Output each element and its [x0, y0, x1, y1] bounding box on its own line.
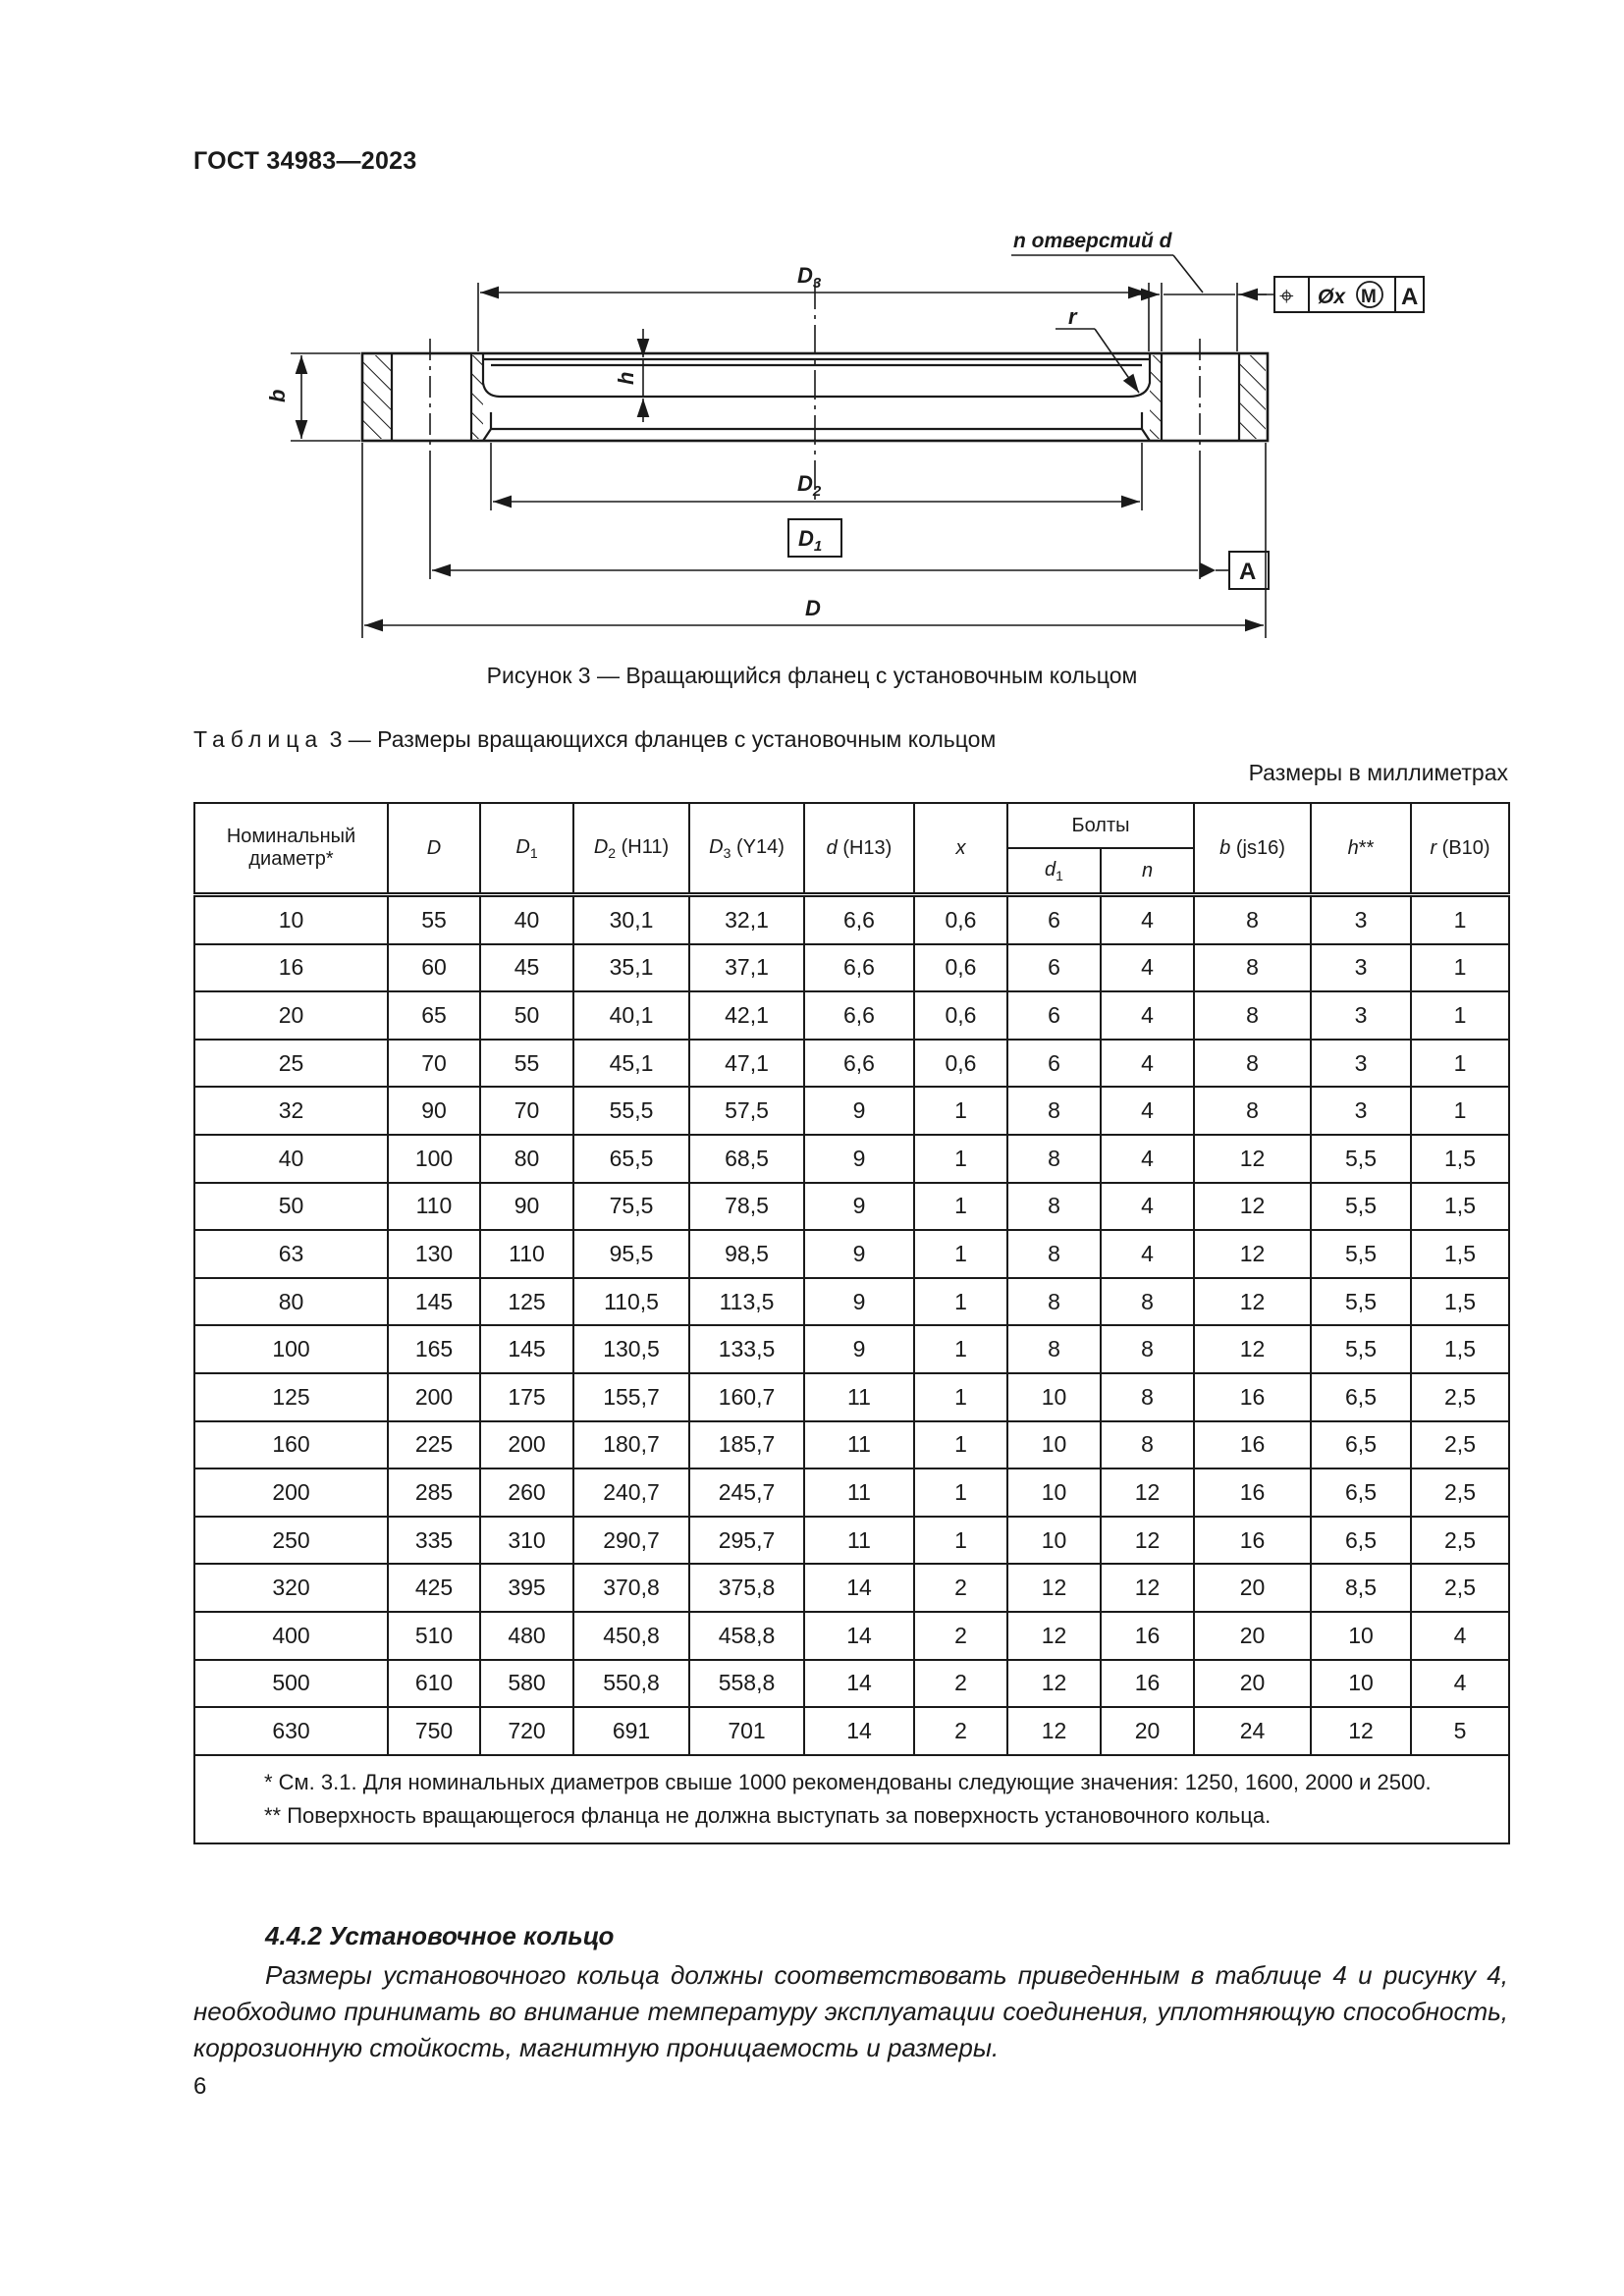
- table-cell: 480: [480, 1612, 573, 1660]
- table-cell: 180,7: [573, 1421, 689, 1469]
- table-row: [194, 1183, 1509, 1231]
- table-cell: 70: [388, 1040, 480, 1088]
- table-cell: 16: [1194, 1468, 1311, 1517]
- col-header-d1: $D_1$: [480, 803, 573, 895]
- table-cell: 45,1: [573, 1040, 689, 1088]
- table-cell: 5,5: [1311, 1183, 1411, 1231]
- col-header-d-outer: D: [388, 803, 480, 895]
- table-cell: 630: [194, 1707, 388, 1755]
- col-header-d2: $D_2$ (H11): [573, 803, 689, 895]
- table-cell: 200: [480, 1421, 573, 1469]
- table-cell: 8: [1194, 991, 1311, 1040]
- table-cell: 8: [1194, 1040, 1311, 1088]
- table-cell: 6,5: [1311, 1373, 1411, 1421]
- table-cell: 1: [914, 1230, 1007, 1278]
- table-cell: 78,5: [689, 1183, 804, 1231]
- table-cell: 8: [1007, 1135, 1101, 1183]
- table-cell: 50: [480, 991, 573, 1040]
- table-cell: 12: [1007, 1707, 1101, 1755]
- table-cell: 9: [804, 1135, 914, 1183]
- table-cell: 145: [388, 1278, 480, 1326]
- table-cell: 16: [1194, 1421, 1311, 1469]
- table-row: [194, 1564, 1509, 1612]
- table-note-1: * См. 3.1. Для номинальных диаметров свыше 1000 рекомендованы следующие значения: 1250, 1600, 2000 и 2500.: [264, 1769, 1432, 1794]
- table-cell: 701: [689, 1707, 804, 1755]
- table-cell: 6: [1007, 895, 1101, 944]
- table-cell: 75,5: [573, 1183, 689, 1231]
- col-header-bolt-n: n: [1101, 848, 1194, 895]
- table-cell: 6: [1007, 991, 1101, 1040]
- table-cell: 110: [480, 1230, 573, 1278]
- table-row: [194, 1230, 1509, 1278]
- table-row: [194, 895, 1509, 944]
- figure-caption: Рисунок 3 — Вращающийся фланец с установочным кольцом: [486, 663, 1138, 688]
- table-cell: 5,5: [1311, 1278, 1411, 1326]
- table-note-2: ** Поверхность вращающегося фланца не должна выступать за поверхность установочного кольца.: [264, 1802, 1272, 1828]
- table-cell: 11: [804, 1373, 914, 1421]
- table-notes: [194, 1755, 1509, 1843]
- table-cell: 0,6: [914, 1040, 1007, 1088]
- table-cell: 16: [1101, 1612, 1194, 1660]
- section-text: Размеры установочного кольца должны соответствовать приведенным в таблице 4 и рисунку 4, необходимо принимать во внимание температуру эксплуатации соединения, уплотняющую способность, коррозионную стойкость, магнитную проницаемость и размеры.: [193, 1960, 1508, 2062]
- table-cell: 125: [194, 1373, 388, 1421]
- table-cell: 500: [194, 1660, 388, 1708]
- table-cell: 1: [1411, 1040, 1509, 1088]
- table-row: [194, 1517, 1509, 1565]
- table-cell: 32,1: [689, 895, 804, 944]
- table-cell: 8: [1194, 895, 1311, 944]
- table-cell: 450,8: [573, 1612, 689, 1660]
- table-cell: 4: [1101, 1183, 1194, 1231]
- table-cell: 3: [1311, 1087, 1411, 1135]
- table-cell: 4: [1411, 1612, 1509, 1660]
- table-cell: 10: [194, 895, 388, 944]
- table-cell: 2,5: [1411, 1564, 1509, 1612]
- table-cell: 40: [194, 1135, 388, 1183]
- table-cell: 80: [194, 1278, 388, 1326]
- table-cell: 3: [1311, 1040, 1411, 1088]
- table-cell: 113,5: [689, 1278, 804, 1326]
- table-cell: 3: [1311, 895, 1411, 944]
- table-cell: 12: [1194, 1135, 1311, 1183]
- table-row: [194, 1087, 1509, 1135]
- table-cell: 8: [1194, 1087, 1311, 1135]
- table-cell: 4: [1101, 1040, 1194, 1088]
- page-number: 6: [193, 2073, 207, 2100]
- table-cell: 335: [388, 1517, 480, 1565]
- table-cell: 6,6: [804, 944, 914, 992]
- table-cell: 57,5: [689, 1087, 804, 1135]
- table-cell: 12: [1194, 1230, 1311, 1278]
- table-cell: 10: [1007, 1421, 1101, 1469]
- table-cell: 20: [194, 991, 388, 1040]
- table-cell: 16: [1194, 1517, 1311, 1565]
- table-units: Размеры в миллиметрах: [1248, 760, 1508, 785]
- table-cell: 320: [194, 1564, 388, 1612]
- table-cell: 47,1: [689, 1040, 804, 1088]
- table-cell: 290,7: [573, 1517, 689, 1565]
- table-cell: 35,1: [573, 944, 689, 992]
- col-header-dn: Номинальный диаметр*: [194, 803, 388, 895]
- table-cell: 50: [194, 1183, 388, 1231]
- table-cell: 5,5: [1311, 1230, 1411, 1278]
- table-cell: 12: [1101, 1517, 1194, 1565]
- table-cell: 8: [1007, 1278, 1101, 1326]
- table-cell: 100: [194, 1325, 388, 1373]
- table-cell: 70: [480, 1087, 573, 1135]
- table-cell: 160: [194, 1421, 388, 1469]
- col-header-bolt-d1: $d_1$: [1007, 848, 1101, 895]
- table-cell: 185,7: [689, 1421, 804, 1469]
- table-cell: 1,5: [1411, 1278, 1509, 1326]
- table-cell: 1: [914, 1183, 1007, 1231]
- table-cell: 4: [1101, 1230, 1194, 1278]
- table-cell: 6,5: [1311, 1421, 1411, 1469]
- tolerance-position-icon: ⌖: [1279, 281, 1294, 310]
- document-header: ГОСТ 34983—2023: [193, 147, 417, 175]
- table-cell: 37,1: [689, 944, 804, 992]
- table-row: [194, 991, 1509, 1040]
- table-cell: 155,7: [573, 1373, 689, 1421]
- table-cell: 145: [480, 1325, 573, 1373]
- table-cell: 10: [1311, 1612, 1411, 1660]
- table-cell: 130: [388, 1230, 480, 1278]
- table-cell: 4: [1101, 895, 1194, 944]
- table-cell: 4: [1101, 1087, 1194, 1135]
- table-cell: 550,8: [573, 1660, 689, 1708]
- table-cell: 8: [1007, 1325, 1101, 1373]
- table-cell: 55: [388, 895, 480, 944]
- table-cell: 8,5: [1311, 1564, 1411, 1612]
- table-cell: 0,6: [914, 895, 1007, 944]
- section-heading: 4.4.2 Установочное кольцо: [265, 1921, 615, 1950]
- table-cell: 9: [804, 1278, 914, 1326]
- table-cell: 310: [480, 1517, 573, 1565]
- table-row: [194, 1040, 1509, 1088]
- table-cell: 260: [480, 1468, 573, 1517]
- table-cell: 580: [480, 1660, 573, 1708]
- table-cell: 11: [804, 1517, 914, 1565]
- table-row: [194, 1612, 1509, 1660]
- table-cell: 3: [1311, 991, 1411, 1040]
- table-cell: 1,5: [1411, 1230, 1509, 1278]
- table-cell: 225: [388, 1421, 480, 1469]
- d-label: D: [805, 596, 821, 620]
- table-cell: 10: [1311, 1660, 1411, 1708]
- table-cell: 8: [1101, 1373, 1194, 1421]
- table-cell: 68,5: [689, 1135, 804, 1183]
- table-cell: 375,8: [689, 1564, 804, 1612]
- table-cell: 3: [1311, 944, 1411, 992]
- table-cell: 42,1: [689, 991, 804, 1040]
- table-cell: 1: [914, 1278, 1007, 1326]
- table-cell: 1: [1411, 895, 1509, 944]
- table-cell: 90: [480, 1183, 573, 1231]
- col-header-r: r (B10): [1411, 803, 1509, 895]
- table-cell: 10: [1007, 1517, 1101, 1565]
- table-cell: 4: [1101, 944, 1194, 992]
- table-cell: 6: [1007, 1040, 1101, 1088]
- table-cell: 691: [573, 1707, 689, 1755]
- table-cell: 12: [1101, 1468, 1194, 1517]
- col-header-x: x: [914, 803, 1007, 895]
- table-cell: 20: [1194, 1612, 1311, 1660]
- table-cell: 1: [914, 1087, 1007, 1135]
- table-cell: 8: [1101, 1325, 1194, 1373]
- table-cell: 1: [1411, 1087, 1509, 1135]
- table-cell: 9: [804, 1230, 914, 1278]
- table-cell: 9: [804, 1183, 914, 1231]
- col-header-bolts: Болты: [1007, 803, 1194, 848]
- table-cell: 295,7: [689, 1517, 804, 1565]
- table-cell: 1: [1411, 944, 1509, 992]
- table-cell: 2: [914, 1707, 1007, 1755]
- table-cell: 45: [480, 944, 573, 992]
- table-cell: 12: [1007, 1564, 1101, 1612]
- right-hatch: [1239, 355, 1266, 439]
- table-cell: 558,8: [689, 1660, 804, 1708]
- table-cell: 1: [914, 1135, 1007, 1183]
- table-cell: 6,6: [804, 991, 914, 1040]
- table-cell: 2: [914, 1660, 1007, 1708]
- table-cell: 12: [1007, 1660, 1101, 1708]
- table-cell: 65,5: [573, 1135, 689, 1183]
- dimensions-table: [193, 802, 1510, 1844]
- table-cell: 8: [1007, 1087, 1101, 1135]
- table-cell: 14: [804, 1707, 914, 1755]
- table-cell: 1: [914, 1373, 1007, 1421]
- table-cell: 11: [804, 1421, 914, 1469]
- table-cell: 458,8: [689, 1612, 804, 1660]
- table-cell: 240,7: [573, 1468, 689, 1517]
- table-cell: 20: [1194, 1660, 1311, 1708]
- table-cell: 610: [388, 1660, 480, 1708]
- table-cell: 2,5: [1411, 1517, 1509, 1565]
- table-cell: 1,5: [1411, 1325, 1509, 1373]
- table-cell: 100: [388, 1135, 480, 1183]
- tolerance-x-label: Øx: [1318, 286, 1346, 308]
- table-cell: 90: [388, 1087, 480, 1135]
- table-cell: 6,5: [1311, 1468, 1411, 1517]
- table-cell: 55: [480, 1040, 573, 1088]
- table-cell: 110,5: [573, 1278, 689, 1326]
- table-cell: 8: [1007, 1230, 1101, 1278]
- table-cell: 60: [388, 944, 480, 992]
- table-cell: 1: [914, 1325, 1007, 1373]
- table-cell: 10: [1007, 1373, 1101, 1421]
- table-cell: 4: [1411, 1660, 1509, 1708]
- table-row: [194, 1135, 1509, 1183]
- table-cell: 125: [480, 1278, 573, 1326]
- datum-label: A: [1239, 559, 1257, 585]
- table-cell: 1: [1411, 991, 1509, 1040]
- table-row: [194, 1373, 1509, 1421]
- table-cell: 12: [1311, 1707, 1411, 1755]
- table-cell: 11: [804, 1468, 914, 1517]
- table-title: Таблица 3 — Размеры вращающихся фланцев с установочным кольцом: [193, 726, 997, 752]
- table-cell: 1: [914, 1421, 1007, 1469]
- table-row: [194, 1468, 1509, 1517]
- table-cell: 25: [194, 1040, 388, 1088]
- flange-drawing: [0, 0, 1624, 687]
- table-cell: 4: [1101, 1135, 1194, 1183]
- table-cell: 160,7: [689, 1373, 804, 1421]
- table-cell: 98,5: [689, 1230, 804, 1278]
- table-cell: 4: [1101, 991, 1194, 1040]
- table-cell: 9: [804, 1325, 914, 1373]
- table-cell: 165: [388, 1325, 480, 1373]
- table-cell: 0,6: [914, 991, 1007, 1040]
- n-holes-label: n отверстий d: [1013, 230, 1172, 252]
- table-row: [194, 1421, 1509, 1469]
- table-cell: 6: [1007, 944, 1101, 992]
- col-header-d3: $D_3$ (Y14): [689, 803, 804, 895]
- table-cell: 395: [480, 1564, 573, 1612]
- tolerance-m-label: M: [1361, 287, 1377, 307]
- table-cell: 510: [388, 1612, 480, 1660]
- table-cell: 24: [1194, 1707, 1311, 1755]
- table-cell: 14: [804, 1612, 914, 1660]
- table-cell: 12: [1194, 1183, 1311, 1231]
- table-cell: 110: [388, 1183, 480, 1231]
- table-cell: 65: [388, 991, 480, 1040]
- table-cell: 2,5: [1411, 1468, 1509, 1517]
- table-cell: 40,1: [573, 991, 689, 1040]
- table-cell: 370,8: [573, 1564, 689, 1612]
- d3-label: $D_3$: [797, 263, 822, 292]
- table-cell: 40: [480, 895, 573, 944]
- table-cell: 200: [388, 1373, 480, 1421]
- table-row: [194, 1707, 1509, 1755]
- table-cell: 2,5: [1411, 1373, 1509, 1421]
- table-cell: 63: [194, 1230, 388, 1278]
- col-header-d-hole: d (H13): [804, 803, 914, 895]
- table-cell: 12: [1194, 1278, 1311, 1326]
- tolerance-datum-label: A: [1401, 284, 1419, 310]
- table-cell: 80: [480, 1135, 573, 1183]
- h-label: h: [614, 371, 638, 385]
- table-cell: 175: [480, 1373, 573, 1421]
- left-hatch: [362, 355, 392, 439]
- table-cell: 1: [914, 1468, 1007, 1517]
- table-cell: 16: [1194, 1373, 1311, 1421]
- table-cell: 30,1: [573, 895, 689, 944]
- table-cell: 400: [194, 1612, 388, 1660]
- table-cell: 12: [1194, 1325, 1311, 1373]
- table-cell: 1: [914, 1517, 1007, 1565]
- table-cell: 1,5: [1411, 1135, 1509, 1183]
- table-cell: 6,5: [1311, 1517, 1411, 1565]
- table-cell: 14: [804, 1564, 914, 1612]
- table-cell: 12: [1007, 1612, 1101, 1660]
- table-cell: 250: [194, 1517, 388, 1565]
- table-cell: 245,7: [689, 1468, 804, 1517]
- table-cell: 425: [388, 1564, 480, 1612]
- table-cell: 285: [388, 1468, 480, 1517]
- table-cell: 55,5: [573, 1087, 689, 1135]
- table-cell: 20: [1194, 1564, 1311, 1612]
- b-label: b: [265, 389, 290, 402]
- table-cell: 133,5: [689, 1325, 804, 1373]
- table-cell: 8: [1007, 1183, 1101, 1231]
- table-cell: 6,6: [804, 1040, 914, 1088]
- table-cell: 14: [804, 1660, 914, 1708]
- table-body: [194, 895, 1509, 1755]
- table-cell: 8: [1101, 1278, 1194, 1326]
- table-cell: 1,5: [1411, 1183, 1509, 1231]
- table-cell: 750: [388, 1707, 480, 1755]
- table-cell: 2: [914, 1564, 1007, 1612]
- table-cell: 8: [1101, 1421, 1194, 1469]
- table-cell: 95,5: [573, 1230, 689, 1278]
- table-cell: 9: [804, 1087, 914, 1135]
- table-cell: 2: [914, 1612, 1007, 1660]
- table-cell: 5,5: [1311, 1325, 1411, 1373]
- col-header-b: b (js16): [1194, 803, 1311, 895]
- d1-label: $D_1$: [798, 526, 823, 555]
- table-cell: 16: [1101, 1660, 1194, 1708]
- table-cell: 16: [194, 944, 388, 992]
- table-cell: 20: [1101, 1707, 1194, 1755]
- table-row: [194, 1660, 1509, 1708]
- table-row: [194, 944, 1509, 992]
- table-row: [194, 1278, 1509, 1326]
- table-row: [194, 1325, 1509, 1373]
- table-cell: 8: [1194, 944, 1311, 992]
- col-header-h: h**: [1311, 803, 1411, 895]
- table-cell: 720: [480, 1707, 573, 1755]
- d2-label: $D_2$: [797, 471, 822, 500]
- table-cell: 32: [194, 1087, 388, 1135]
- table-cell: 130,5: [573, 1325, 689, 1373]
- r-label: r: [1068, 304, 1077, 329]
- table-cell: 200: [194, 1468, 388, 1517]
- table-cell: 10: [1007, 1468, 1101, 1517]
- table-cell: 2,5: [1411, 1421, 1509, 1469]
- table-cell: 5,5: [1311, 1135, 1411, 1183]
- table-cell: 12: [1101, 1564, 1194, 1612]
- table-cell: 5: [1411, 1707, 1509, 1755]
- table-cell: 6,6: [804, 895, 914, 944]
- table-cell: 0,6: [914, 944, 1007, 992]
